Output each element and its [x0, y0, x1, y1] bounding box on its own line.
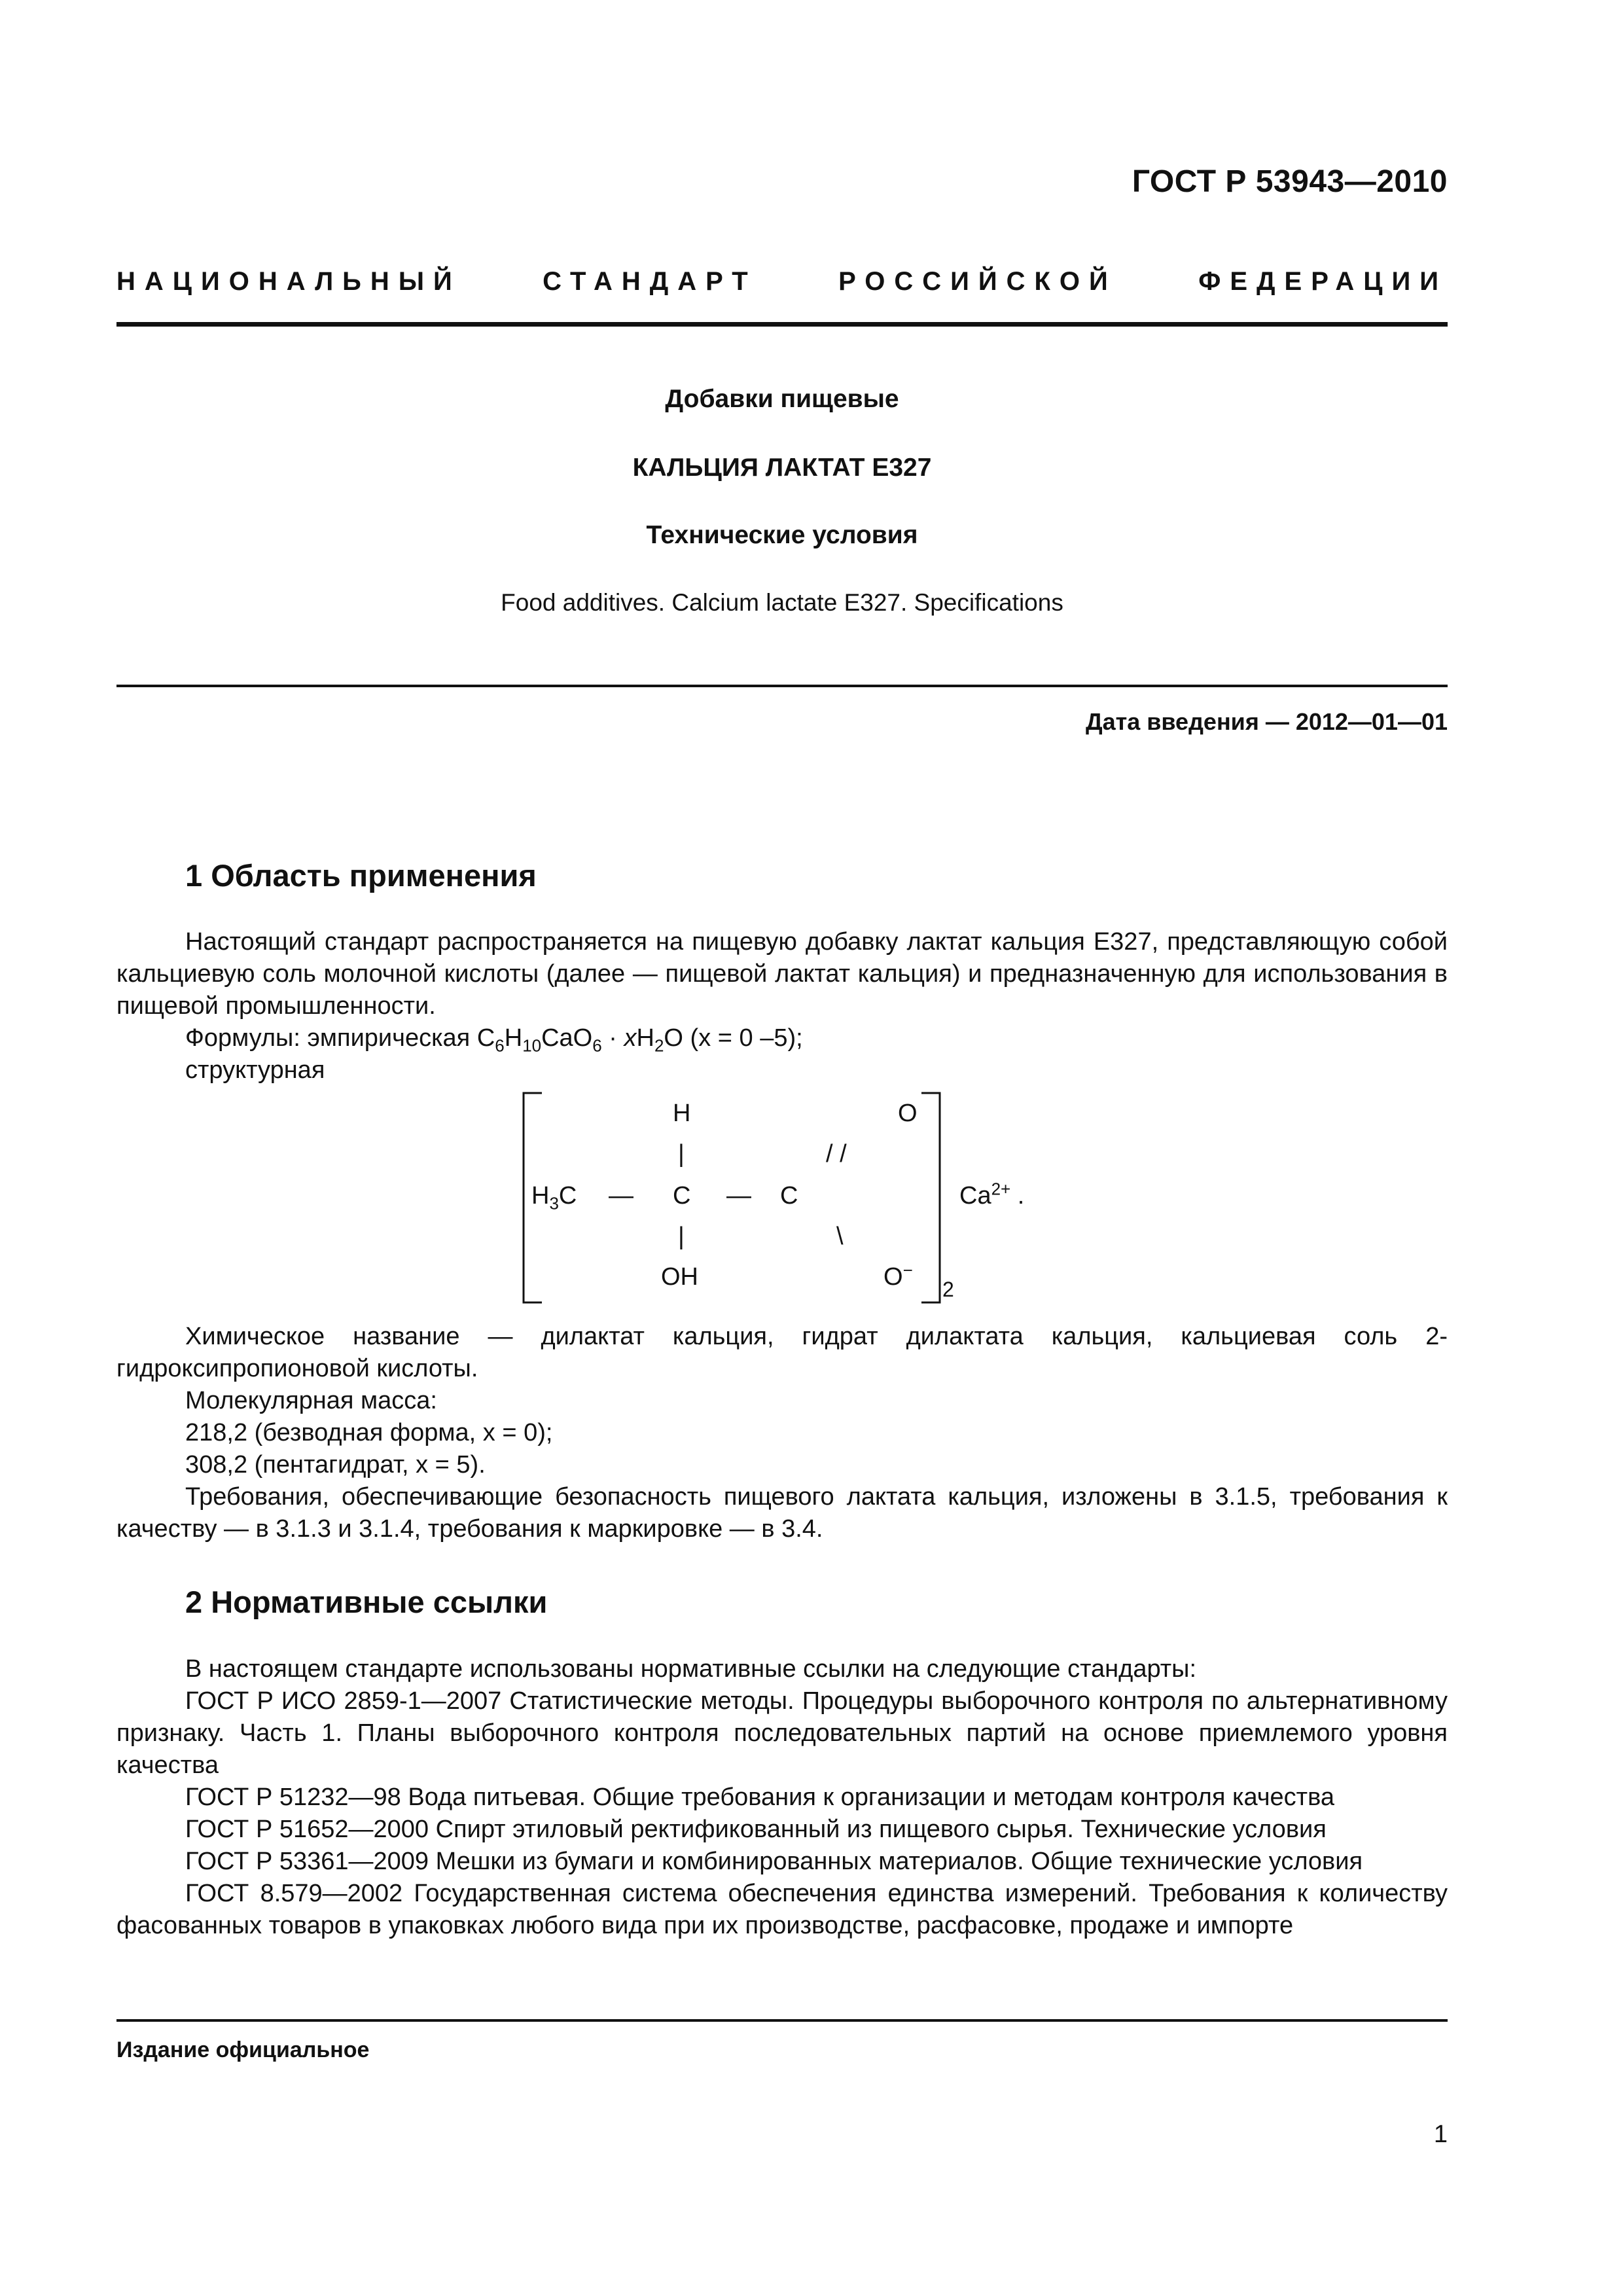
- molecular-mass-pentahydrate: 308,2 (пентагидрат, x = 5).: [185, 1451, 486, 1479]
- molecular-mass-label: Молекулярная масса:: [185, 1387, 437, 1414]
- title-subtitle: Технические условия: [646, 521, 918, 549]
- reference-item: ГОСТ Р ИСО 2859-1—2007 Статистические методы. Процедуры выборочного контроля по альтернативному признаку. Часть 1. Планы выборочного контроля последовательных партий на основе приемлемого уровня качества: [116, 1687, 1448, 1779]
- hydroxyl-group: OH: [661, 1263, 698, 1291]
- title-group: Добавки пищевые: [665, 385, 899, 413]
- page-number: 1: [1433, 2121, 1448, 2148]
- methyl-group: $H_3C$: [531, 1182, 577, 1213]
- chemical-name: Химическое название — дилактат кальция, гидрат дилактата кальция, кальциевая соль 2-гидроксипропионовой кислоты.: [116, 1323, 1448, 1382]
- title-english: Food additives. Calcium lactate E327. Specifications: [501, 589, 1063, 616]
- formula-line: Формулы: эмпирическая $C_6H_{10}CaO_6 \cdot xH_2O$ (x = 0 –5);: [185, 1024, 803, 1056]
- oxygen-anion: O−: [883, 1260, 913, 1291]
- oxygen-top: O: [898, 1100, 918, 1127]
- bond-dash-1: —: [609, 1182, 633, 1210]
- reference-item: ГОСТ Р 51652—2000 Спирт этиловый ректификованный из пищевого сырья. Технические условия: [185, 1816, 1327, 1843]
- bond-vertical-top: |: [678, 1140, 685, 1168]
- title-name: КАЛЬЦИЯ ЛАКТАТ Е327: [632, 454, 932, 482]
- double-bond: / /: [826, 1140, 847, 1168]
- banner-word: ФЕДЕРАЦИИ: [1198, 267, 1448, 296]
- section-2-heading: 2 Нормативные ссылки: [185, 1585, 548, 1619]
- structural-label: структурная: [185, 1056, 325, 1084]
- section-1-continued: [116, 1321, 1448, 1545]
- banner-word: СТАНДАРТ: [543, 267, 757, 296]
- bond-dash-2: —: [726, 1182, 751, 1210]
- section-2-paragraph: [116, 1653, 1448, 1942]
- introduction-date: Дата введения — 2012—01—01: [1085, 708, 1448, 735]
- calcium-ion: $Ca^{2+}$ .: [959, 1179, 1025, 1210]
- formula-prefix: Формулы: эмпирическая: [185, 1024, 471, 1052]
- official-edition-label: Издание официальное: [116, 2037, 370, 2062]
- footer-divider: [116, 2019, 1448, 2022]
- scope-text: Настоящий стандарт распространяется на пищевую добавку лактат кальция Е327, представляющую собой кальциевую соль молочной кислоты (далее — пищевой лактат кальция) и предназначенную для использования в пищевой промышленности.: [116, 928, 1448, 1020]
- banner-word: РОССИЙСКОЙ: [838, 267, 1117, 296]
- reference-item: ГОСТ Р 51232—98 Вода питьевая. Общие требования к организации и методам контроля качества: [185, 1784, 1334, 1811]
- single-bond: \: [836, 1223, 844, 1250]
- banner-word: НАЦИОНАЛЬНЫЙ: [116, 267, 461, 296]
- bond-vertical-bottom: |: [678, 1223, 685, 1250]
- requirements-text: Требования, обеспечивающие безопасность пищевого лактата кальция, изложены в 3.1.5, требования к качеству — в 3.1.3 и 3.1.4, требования к маркировке — в 3.4.: [116, 1483, 1448, 1543]
- molecular-mass-anhydrous: 218,2 (безводная форма, x = 0);: [185, 1419, 553, 1446]
- references-intro: В настоящем стандарте использованы нормативные ссылки на следующие стандарты:: [185, 1655, 1197, 1683]
- section-1-heading: 1 Область применения: [185, 858, 537, 893]
- carbon-center: C: [673, 1182, 691, 1210]
- document-code: ГОСТ Р 53943—2010: [1132, 164, 1448, 199]
- reference-item: ГОСТ Р 53361—2009 Мешки из бумаги и комбинированных материалов. Общие технические условия: [185, 1848, 1363, 1875]
- bracket-multiplier: 2: [942, 1278, 954, 1301]
- reference-item: ГОСТ 8.579—2002 Государственная система обеспечения единства измерений. Требования к количеству фасованных товаров в упаковках любого вида при их производстве, расфасовке, продаже и импорте: [116, 1880, 1448, 1939]
- carbon-carboxyl: C: [780, 1182, 798, 1210]
- formula-tail: (x = 0 –5);: [690, 1024, 803, 1052]
- hydrogen-top: H: [673, 1100, 691, 1127]
